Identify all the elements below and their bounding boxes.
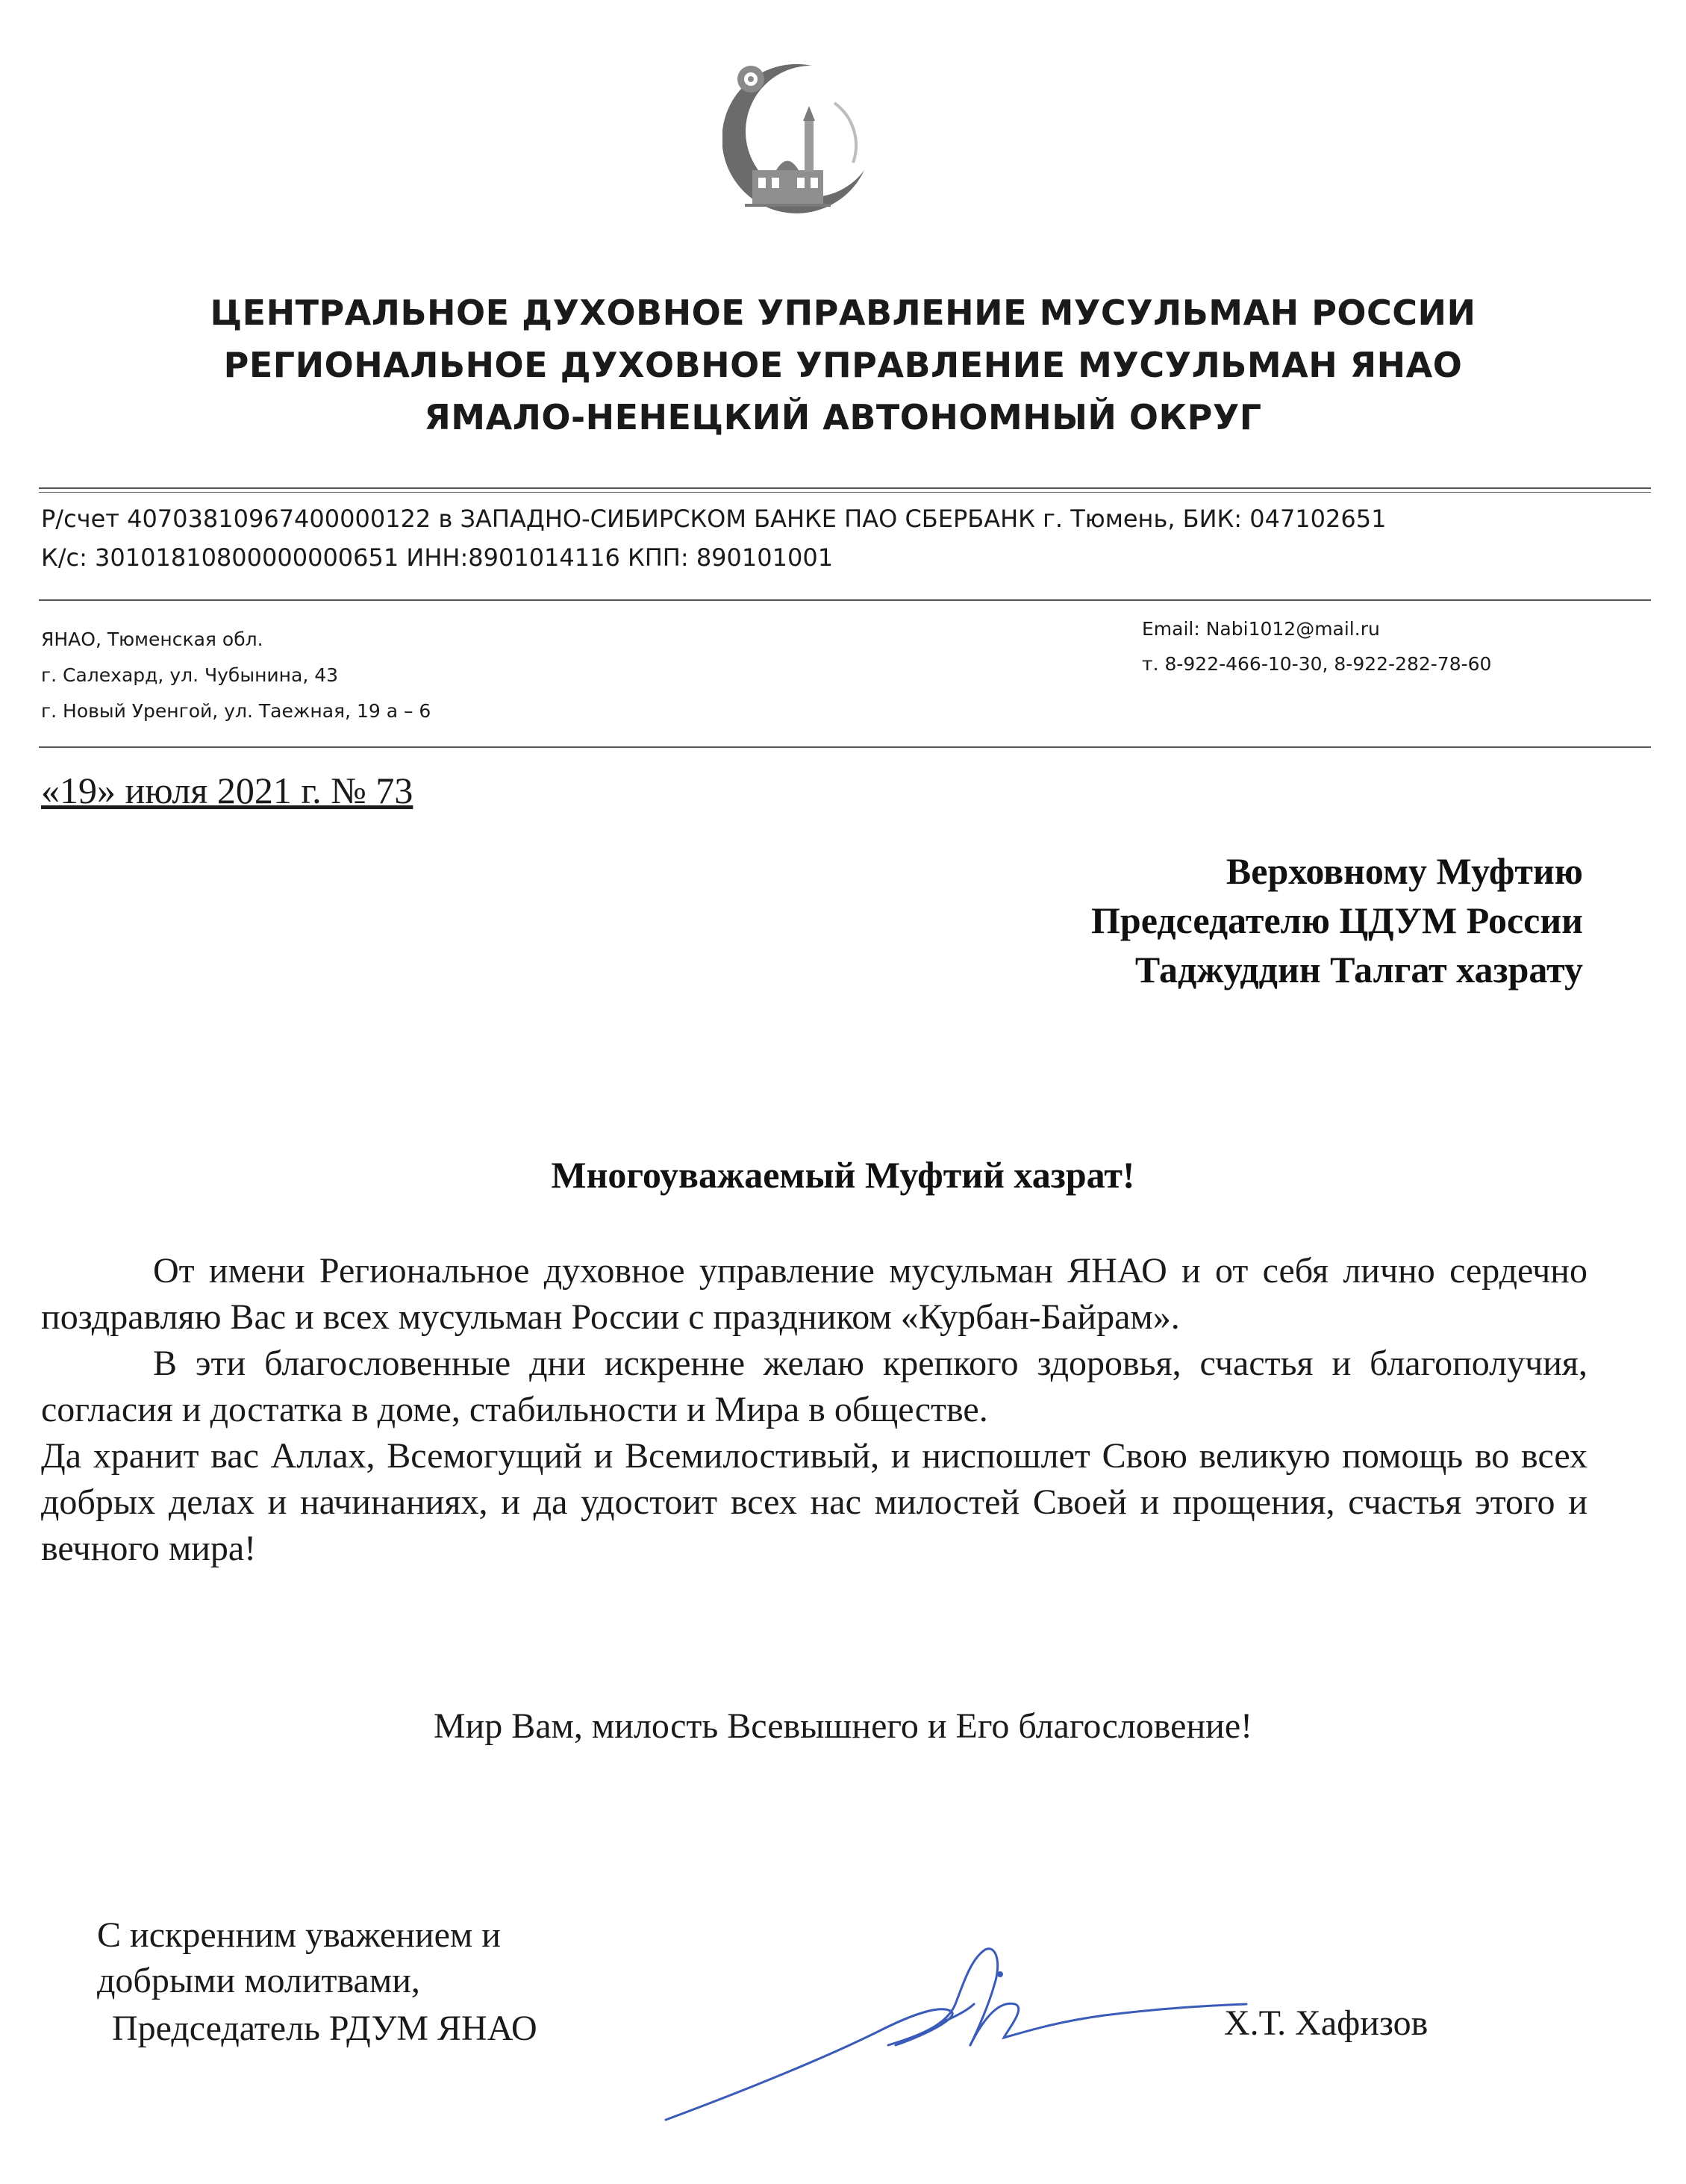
- org-title-line-3: ЯМАЛО-НЕНЕЦКИЙ АВТОНОМНЫЙ ОКРУГ: [424, 397, 1262, 437]
- body-paragraph-1: От имени Региональное духовное управление мусульман ЯНАО и от себя лично сердечно поздравляю Вас и всех мусульман России с праздником «Курбан-Байрам».: [41, 1251, 1587, 1337]
- addressee-line-1: Верховному Муфтию: [1226, 850, 1583, 892]
- closing-blessing: Мир Вам, милость Всевышнего и Его благословение!: [433, 1706, 1253, 1746]
- crescent-mosque-icon: [722, 58, 872, 222]
- org-title-line-1: ЦЕНТРАЛЬНОЕ ДУХОВНОЕ УПРАВЛЕНИЕ МУСУЛЬМАН РОССИИ: [210, 293, 1476, 333]
- bank-details-line-2: К/с: 30101810800000000651 ИНН:8901014116 КПП: 890101001: [41, 543, 834, 572]
- contact-phones: т. 8-922-466-10-30, 8-922-282-78-60: [1142, 653, 1492, 675]
- signatory-name: Х.Т. Хафизов: [1224, 2003, 1429, 2043]
- address-line-2: г. Салехард, ул. Чубынина, 43: [41, 664, 339, 686]
- greeting: Многоуважаемый Муфтий хазрат!: [551, 1154, 1135, 1196]
- contact-email: Email: Nabi1012@mail.ru: [1142, 618, 1380, 640]
- address-line-1: ЯНАО, Тюменская обл.: [41, 628, 263, 650]
- signoff-title: Председатель РДУМ ЯНАО: [112, 2009, 537, 2048]
- org-title-line-2: РЕГИОНАЛЬНОЕ ДУХОВНОЕ УПРАВЛЕНИЕ МУСУЛЬМАН ЯНАО: [223, 345, 1463, 385]
- bank-divider: [39, 599, 1651, 601]
- handwritten-signature: [657, 1933, 1254, 2127]
- signoff-line-1: С искренним уважением и: [97, 1915, 501, 1955]
- address-line-3: г. Новый Уренгой, ул. Таежная, 19 а – 6: [41, 700, 431, 722]
- signoff-line-2: добрыми молитвами,: [97, 1961, 420, 2000]
- addressee-line-2: Председателю ЦДУМ России: [1091, 899, 1583, 941]
- signature-icon: [657, 1933, 1254, 2127]
- header-divider-thin: [39, 492, 1651, 493]
- bank-details-line-1: Р/счет 40703810967400000122 в ЗАПАДНО-СИБИРСКОМ БАНКЕ ПАО СБЕРБАНК г. Тюмень, БИК: 047102651: [41, 505, 1387, 533]
- header-divider: [39, 487, 1651, 489]
- letter-body: [41, 1248, 1587, 1572]
- body-paragraph-3: Да хранит вас Аллах, Всемогущий и Всемилостивый, и ниспошлет Свою великую помощь во всех добрых делах и начинаниях, и да удостоит всех нас милостей Своей и прощения, счастья этого и вечного мира!: [41, 1436, 1587, 1568]
- addressee-line-3: Таджуддин Талгат хазрату: [1134, 949, 1583, 990]
- address-divider: [39, 746, 1651, 748]
- logo-emblem: [722, 58, 872, 222]
- letter-reference: «19» июля 2021 г. № 73: [41, 770, 413, 811]
- body-paragraph-2: В эти благословенные дни искренне желаю крепкого здоровья, счастья и благополучия, согласия и достатка в доме, стабильности и Мира в обществе.: [41, 1344, 1587, 1429]
